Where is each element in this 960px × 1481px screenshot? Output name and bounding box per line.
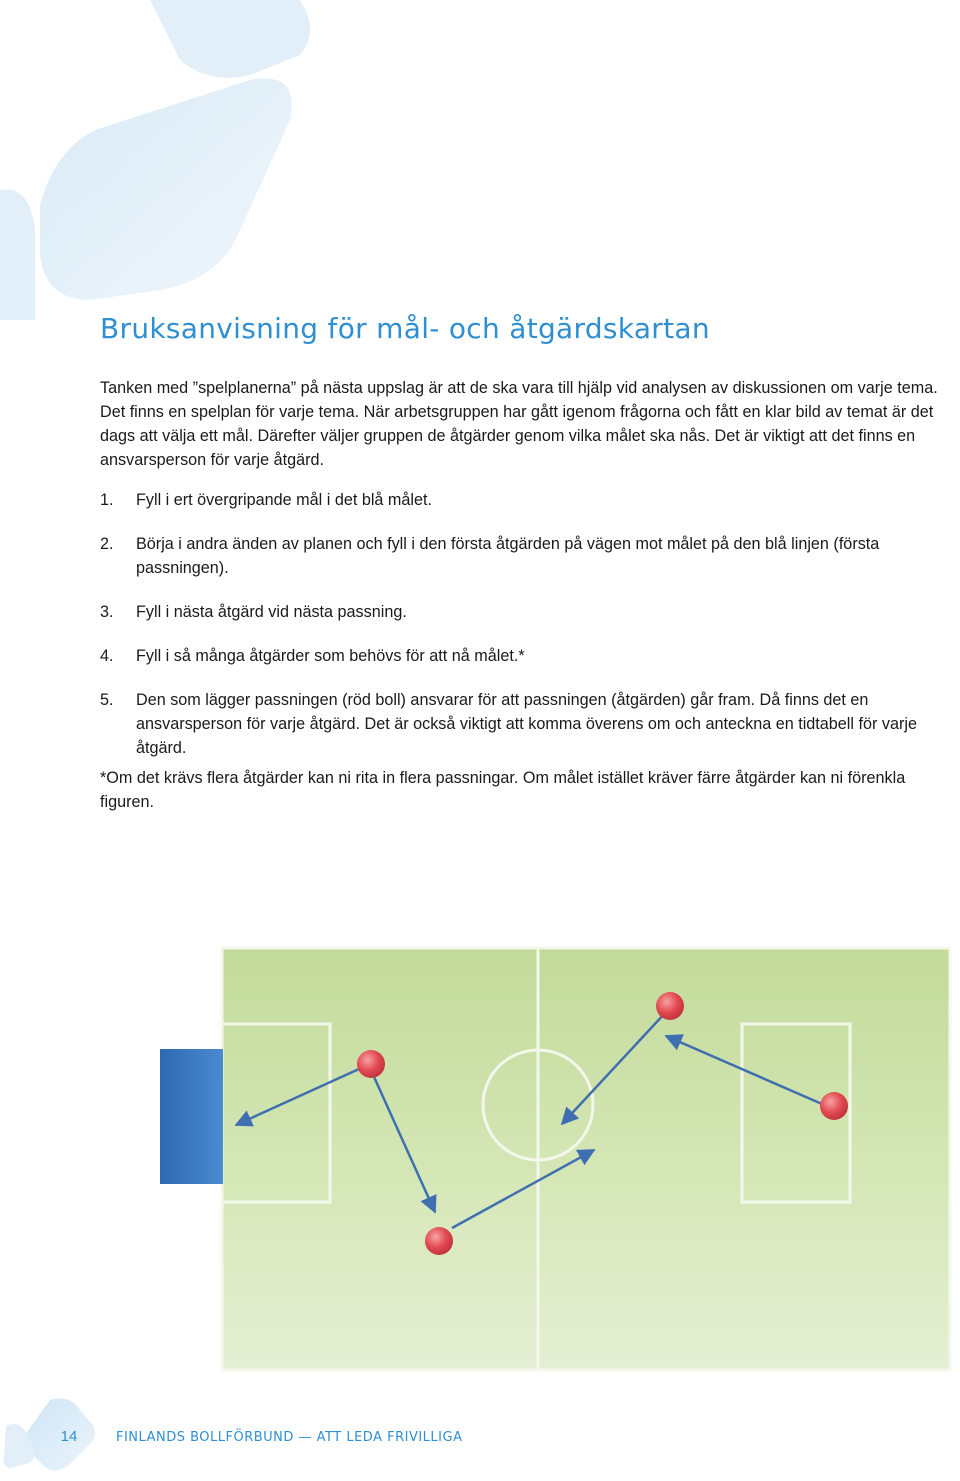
ball-1 xyxy=(820,1092,848,1120)
step-text: Fyll i ert övergripande mål i det blå målet. xyxy=(136,491,432,509)
step-number: 5. xyxy=(100,691,114,709)
step-text: Fyll i nästa åtgärd vid nästa passning. xyxy=(136,603,407,621)
page-number: 14 xyxy=(60,1428,78,1445)
footer-title: FINLANDS BOLLFÖRBUND — ATT LEDA FRIVILLIGA xyxy=(116,1430,463,1445)
page-title: Bruksanvisning för mål- och åtgärdskartan xyxy=(100,312,710,345)
step-text: Fyll i så många åtgärder som behövs för att nå målet.* xyxy=(136,647,525,665)
goal-blue xyxy=(160,1049,223,1184)
intro-paragraph: Tanken med ”spelplanerna” på nästa uppslag är att de ska vara till hjälp vid analysen av diskussionen om varje tema. Det finns en spelplan för varje tema. När arbetsgruppen har gått igenom frågorna och fått en klar bild av temat är det dags att välja ett mål. Därefter väljer gruppen de åtgärder genom vilka målet ska nås. Det är viktigt att det finns en ansvarsperson för varje åtgärd. xyxy=(100,379,938,469)
footnote: *Om det krävs flera åtgärder kan ni rita in flera passningar. Om målet istället kräver färre åtgärder kan ni förenkla figuren. xyxy=(100,769,906,811)
step-text: Den som lägger passningen (röd boll) ansvarar för att passningen (åtgärden) går fram. Då finns det en ansvarsperson för varje åtgärd. Det är också viktigt att komma överens om och anteckna en tidtabell för varje åtgärd. xyxy=(136,691,917,757)
step-text: Börja i andra änden av planen och fyll i den första åtgärden på vägen mot målet på den blå linjen (första passningen). xyxy=(136,535,880,577)
ball-4 xyxy=(357,1050,385,1078)
step-number: 4. xyxy=(100,647,114,665)
ball-2 xyxy=(656,992,684,1020)
step-number: 3. xyxy=(100,603,114,621)
ball-3 xyxy=(425,1227,453,1255)
step-number: 2. xyxy=(100,535,114,553)
step-number: 1. xyxy=(100,491,114,509)
